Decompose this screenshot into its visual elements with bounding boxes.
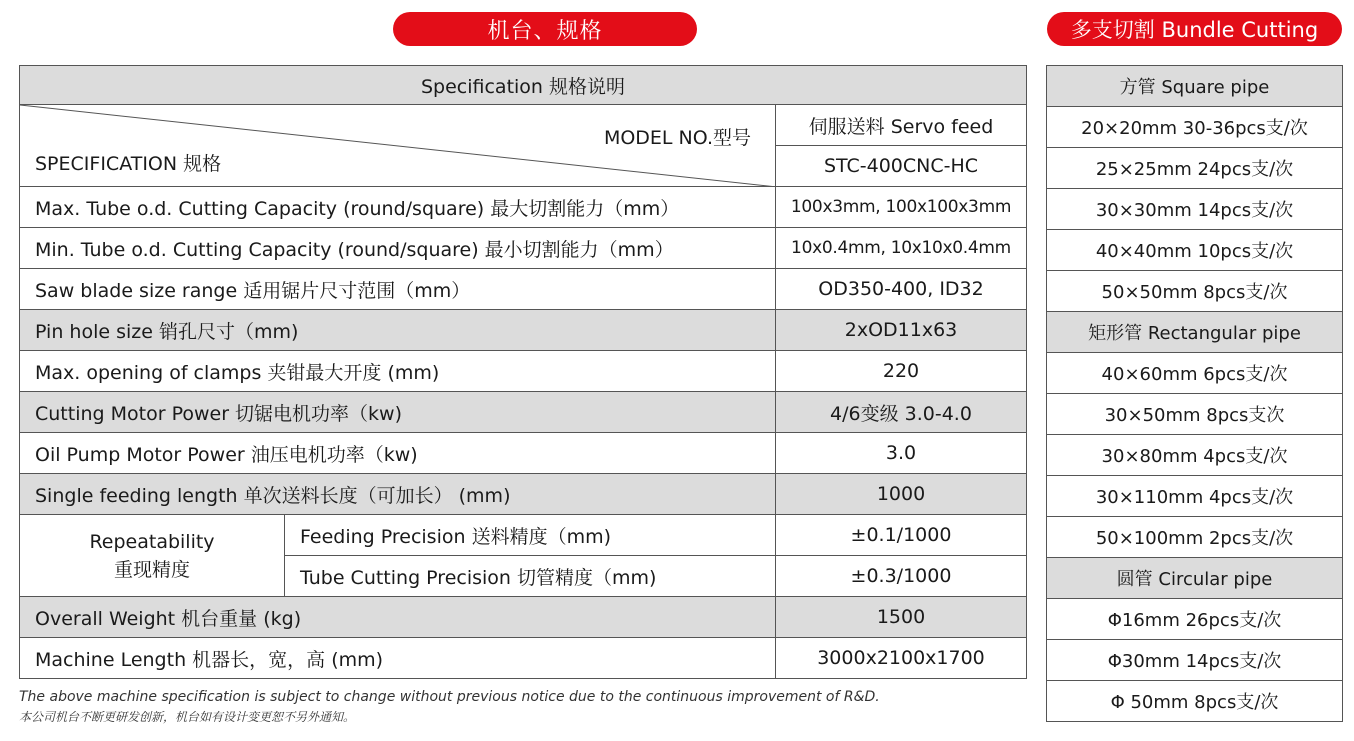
section-title-machine-spec: 机台、规格 xyxy=(393,12,697,46)
spec-table-title: Specification 规格说明 xyxy=(20,66,1027,105)
spec-row-label: Max. opening of clamps 夹钳最大开度 (mm) xyxy=(20,351,776,392)
footnote-english: The above machine specification is subject to change without previous notice due to the continuous improvement of R&D. xyxy=(19,689,880,705)
circular-pipe-header: 圆管 Circular pipe xyxy=(1047,558,1343,599)
spec-row-label: Oil Pump Motor Power 油压电机功率（kw) xyxy=(20,433,776,474)
spec-row-value: 2xOD11x63 xyxy=(776,310,1027,351)
circular-pipe-item: Φ30mm 14pcs支/次 xyxy=(1047,640,1343,681)
square-pipe-item: 50×50mm 8pcs支/次 xyxy=(1047,271,1343,312)
model-number-cell: STC-400CNC-HC xyxy=(776,146,1027,187)
square-pipe-item: 25×25mm 24pcs支/次 xyxy=(1047,148,1343,189)
spec-row-value: 10x0.4mm, 10x10x0.4mm xyxy=(776,228,1027,269)
specification-table xyxy=(19,65,1027,679)
spec-row-label: Min. Tube o.d. Cutting Capacity (round/square) 最小切割能力（mm） xyxy=(20,228,776,269)
spec-row-value: 3.0 xyxy=(776,433,1027,474)
feeding-precision-label: Feeding Precision 送料精度（mm) xyxy=(285,515,776,556)
square-pipe-item: 20×20mm 30-36pcs支/次 xyxy=(1047,107,1343,148)
square-pipe-header: 方管 Square pipe xyxy=(1047,66,1343,107)
spec-row-value: 1000 xyxy=(776,474,1027,515)
spec-row-label: Max. Tube o.d. Cutting Capacity (round/square) 最大切割能力（mm） xyxy=(20,187,776,228)
repeatability-label-cn: 重现精度 xyxy=(113,558,190,581)
bundle-cutting-table xyxy=(1046,65,1343,722)
spec-row-label: Cutting Motor Power 切锯电机功率（kw) xyxy=(20,392,776,433)
spec-row-label: Pin hole size 销孔尺寸（mm) xyxy=(20,310,776,351)
model-spec-diagonal-header xyxy=(20,105,776,187)
footnote-chinese: 本公司机台不断更研发创新，机台如有设计变更恕不另外通知。 xyxy=(19,710,356,724)
spec-row-value: 100x3mm, 100x100x3mm xyxy=(776,187,1027,228)
section-title-bundle-cutting: 多支切割 Bundle Cutting xyxy=(1047,12,1342,46)
feed-type-cell: 伺服送料 Servo feed xyxy=(776,105,1027,146)
overall-weight-value: 1500 xyxy=(776,597,1027,638)
square-pipe-item: 40×40mm 10pcs支/次 xyxy=(1047,230,1343,271)
repeatability-label-en: Repeatability xyxy=(89,530,215,553)
machine-length-label: Machine Length 机器长，宽，高 (mm) xyxy=(20,638,776,679)
rectangular-pipe-item: 30×50mm 8pcs支次 xyxy=(1047,394,1343,435)
specification-label: SPECIFICATION 规格 xyxy=(35,153,222,175)
spec-row-label: Single feeding length 单次送料长度（可加长） (mm) xyxy=(20,474,776,515)
overall-weight-label: Overall Weight 机台重量 (kg) xyxy=(20,597,776,638)
circular-pipe-item: Φ 50mm 8pcs支/次 xyxy=(1047,681,1343,722)
rectangular-pipe-item: 30×80mm 4pcs支/次 xyxy=(1047,435,1343,476)
rectangular-pipe-header: 矩形管 Rectangular pipe xyxy=(1047,312,1343,353)
circular-pipe-item: Φ16mm 26pcs支/次 xyxy=(1047,599,1343,640)
feeding-precision-value: ±0.1/1000 xyxy=(776,515,1027,556)
square-pipe-item: 30×30mm 14pcs支/次 xyxy=(1047,189,1343,230)
spec-row-label: Saw blade size range 适用锯片尺寸范围（mm） xyxy=(20,269,776,310)
tube-cutting-precision-value: ±0.3/1000 xyxy=(776,556,1027,597)
spec-row-value: OD350-400, ID32 xyxy=(776,269,1027,310)
spec-row-value: 4/6变级 3.0-4.0 xyxy=(776,392,1027,433)
rectangular-pipe-item: 50×100mm 2pcs支/次 xyxy=(1047,517,1343,558)
model-no-label: MODEL NO.型号 xyxy=(603,127,751,149)
tube-cutting-precision-label: Tube Cutting Precision 切管精度（mm) xyxy=(285,556,776,597)
machine-length-value: 3000x2100x1700 xyxy=(776,638,1027,679)
repeatability-label xyxy=(20,515,285,597)
rectangular-pipe-item: 40×60mm 6pcs支/次 xyxy=(1047,353,1343,394)
rectangular-pipe-item: 30×110mm 4pcs支/次 xyxy=(1047,476,1343,517)
spec-row-value: 220 xyxy=(776,351,1027,392)
